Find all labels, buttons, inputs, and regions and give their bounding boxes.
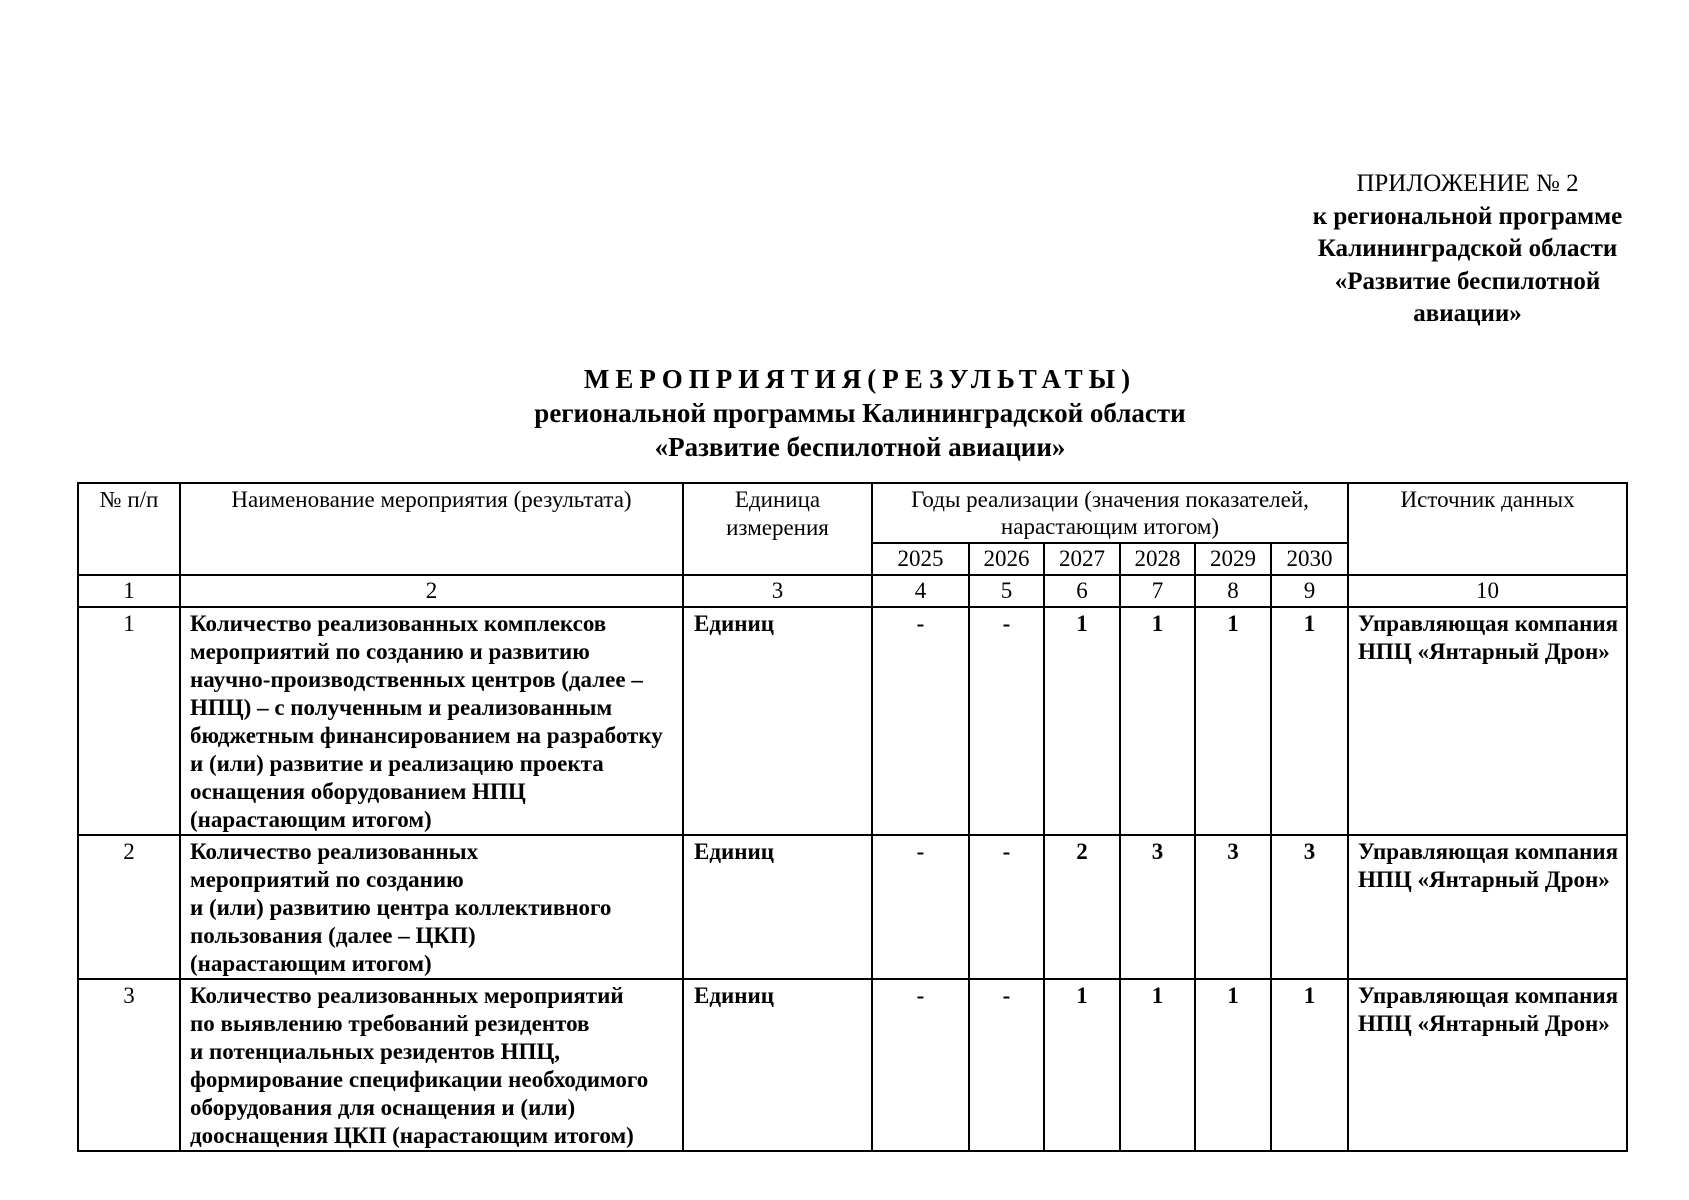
header-year: 2025 [872,543,969,575]
header-year: 2026 [969,543,1044,575]
header-source: Источник данных [1348,483,1627,575]
column-number: 9 [1271,575,1348,607]
row-num: 2 [78,835,180,979]
column-number: 6 [1044,575,1120,607]
column-number: 4 [872,575,969,607]
results-table [77,482,1628,1152]
row-num: 1 [78,607,180,835]
header-unit: Единица измерения [683,483,872,575]
row-value: 2 [1044,835,1120,979]
header-year: 2027 [1044,543,1120,575]
header-year: 2029 [1195,543,1271,575]
row-source: Управляющая компания НПЦ «Янтарный Дрон» [1348,607,1627,835]
appendix-line: Калининградской области [1317,235,1618,262]
row-name: Количество реализованных мероприятий по выявлению требований резидентов и потенциальных резидентов НПЦ, формирование спецификации необходимого оборудования для оснащения и (или) дооснащения ЦКП (нарастающим итогом) [180,979,683,1151]
row-unit: Единиц [683,607,872,835]
header-name: Наименование мероприятия (результата) [180,483,683,575]
row-value: 1 [1195,607,1271,835]
row-source: Управляющая компания НПЦ «Янтарный Дрон» [1348,979,1627,1151]
row-unit: Единиц [683,979,872,1151]
appendix-title: ПРИЛОЖЕНИЕ № 2 [1356,170,1579,197]
row-value: - [969,979,1044,1151]
row-value: - [872,607,969,835]
row-name: Количество реализованных мероприятий по созданию и (или) развитию центра коллективного пользования (далее – ЦКП) (нарастающим итогом) [180,835,683,979]
row-value: 1 [1120,607,1195,835]
row-name: Количество реализованных комплексов мероприятий по созданию и развитию научно-производственных центров (далее – НПЦ) – с полученным и реализованным бюджетным финансированием на разработку и (или) развитие и реализацию проекта оснащения оборудованием НПЦ (нарастающим итогом) [180,607,683,835]
document-heading [420,362,1300,464]
appendix-line: «Развитие беспилотной [1334,267,1601,295]
appendix-block [1275,168,1660,331]
table-row [78,835,1627,979]
row-value: 1 [1044,979,1120,1151]
row-source: Управляющая компания НПЦ «Янтарный Дрон» [1348,835,1627,979]
column-number: 3 [683,575,872,607]
row-value: 3 [1271,835,1348,979]
row-value: - [872,835,969,979]
header-years-group: Годы реализации (значения показателей, нарастающим итогом) [872,483,1348,543]
column-number: 5 [969,575,1044,607]
row-num: 3 [78,979,180,1151]
row-value: 1 [1195,979,1271,1151]
row-value: 3 [1120,835,1195,979]
row-unit: Единиц [683,835,872,979]
header-year: 2030 [1271,543,1348,575]
appendix-line: к региональной программе [1312,202,1623,230]
column-number: 1 [78,575,180,607]
heading-title: МЕРОПРИЯТИЯ(РЕЗУЛЬТАТЫ) [583,364,1137,394]
row-value: 3 [1195,835,1271,979]
row-value: - [969,835,1044,979]
row-value: - [872,979,969,1151]
appendix-line: авиации» [1413,300,1522,327]
heading-program-name: «Развитие беспилотной авиации» [654,432,1066,462]
column-number: 8 [1195,575,1271,607]
header-year: 2028 [1120,543,1195,575]
column-number: 10 [1348,575,1627,607]
column-number: 2 [180,575,683,607]
row-value: 1 [1044,607,1120,835]
header-num: № п/п [78,483,180,575]
row-value: 1 [1120,979,1195,1151]
row-value: 1 [1271,979,1348,1151]
row-value: - [969,607,1044,835]
column-number: 7 [1120,575,1195,607]
table-row [78,979,1627,1151]
table-row [78,607,1627,835]
row-value: 1 [1271,607,1348,835]
heading-subtitle: региональной программы Калининградской области [534,398,1186,428]
